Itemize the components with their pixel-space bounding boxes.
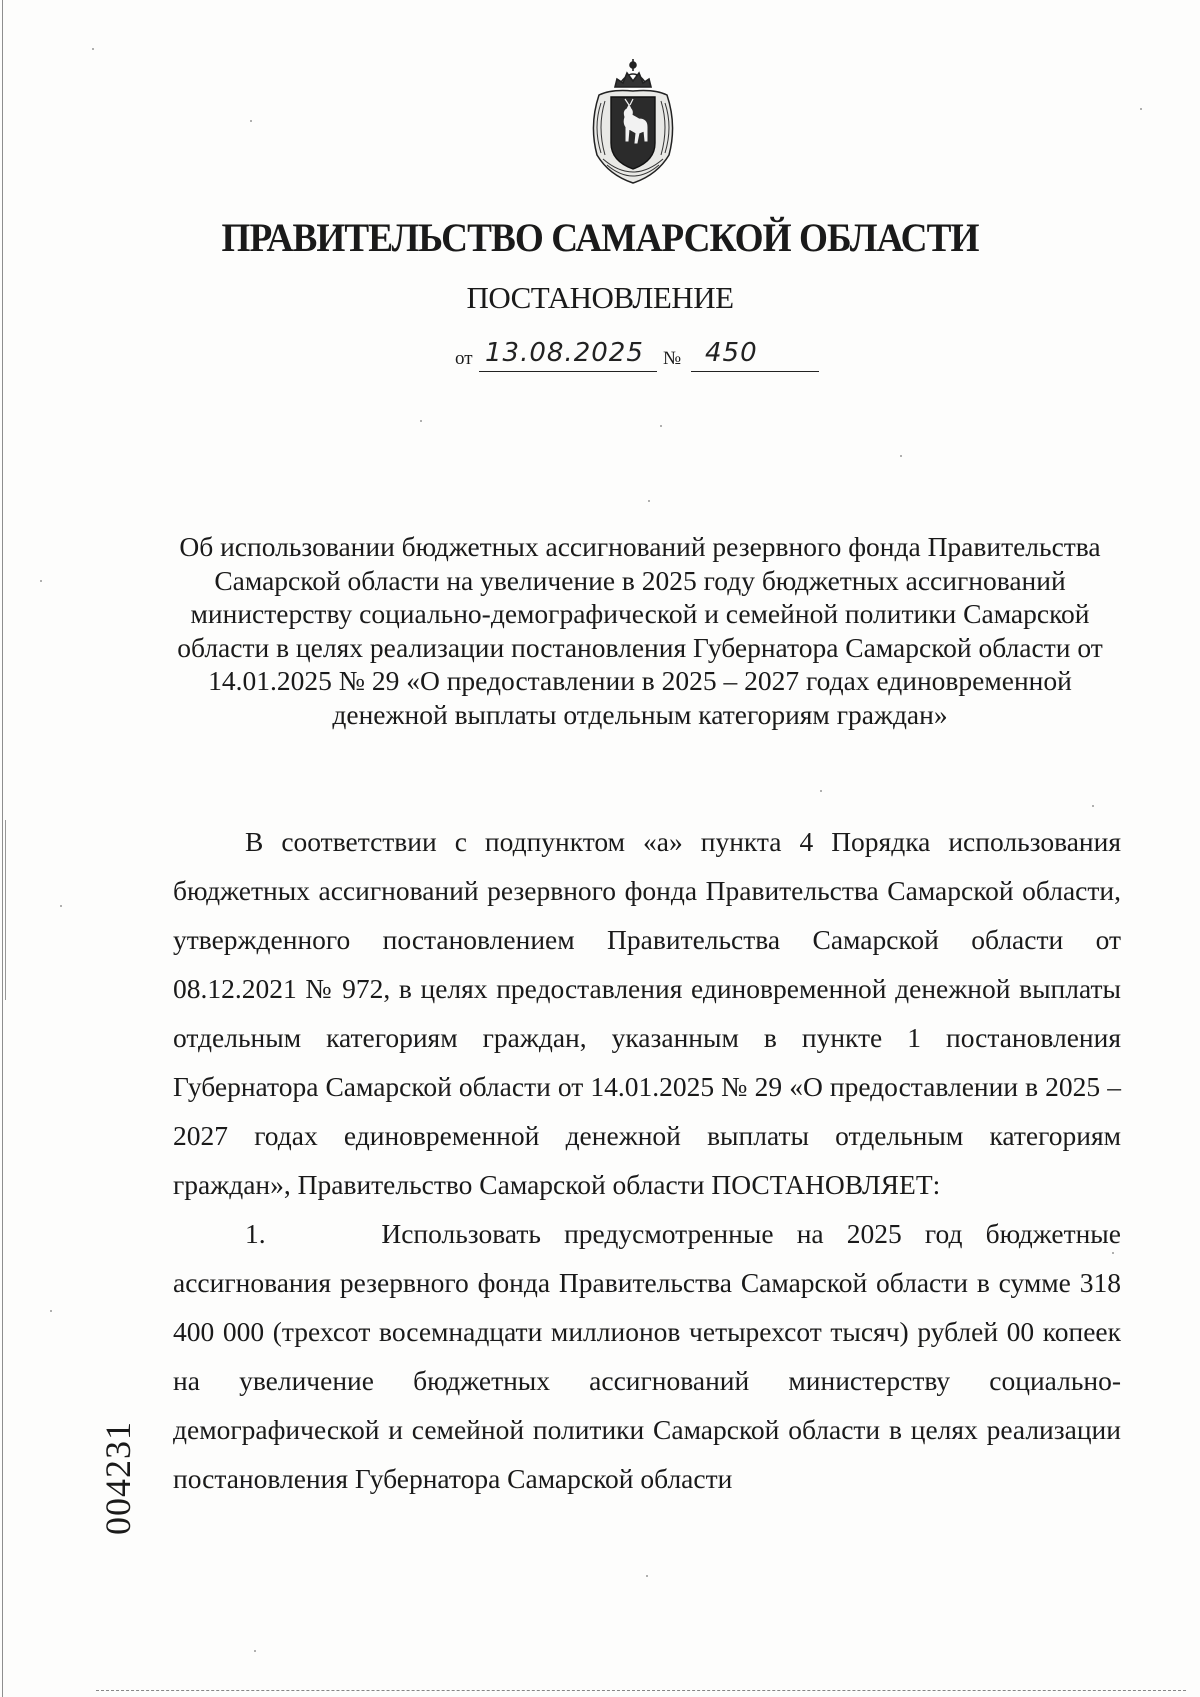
scan-speck — [646, 1575, 648, 1577]
scan-speck — [250, 120, 252, 122]
decree-body — [173, 817, 1121, 1503]
item-1-paragraph: 1. Использовать предусмотренные на 2025 год бюджетные ассигнования резервного фонда Правительства Самарской области в сумме 318 400 000 (трехсот восемнадцати миллионов четырехсот тысяч) рублей 00 копеек на увеличение бюджетных ассигнований министерству социально-демографической и семейной политики Самарской области в целях реализации постановления Губернатора Самарской области — [173, 1218, 1121, 1494]
decree-heading: Об использовании бюджетных ассигнований резервного фонда Правительства Самарской области на увеличение в 2025 году бюджетных ассигнований министерству социально-демографической и семейной политики Самарской области в целях реализации постановления Губернатора Самарской области от 14.01.2025 № 29 «О предоставлении в 2025 – 2027 годах единовременной денежной выплаты отдельным категориям граждан» — [177, 531, 1103, 730]
scan-edge-line-2 — [5, 820, 6, 1000]
scan-edge-line — [2, 0, 3, 1697]
bottom-scan-line — [96, 1690, 1186, 1691]
date-underline — [479, 371, 657, 372]
scan-speck — [40, 580, 42, 582]
scan-speck — [50, 1310, 52, 1312]
date-number-line — [455, 338, 845, 378]
scan-speck — [660, 425, 662, 427]
scan-speck — [420, 420, 422, 422]
decree-date: 13.08.2025 — [485, 338, 644, 368]
scan-speck — [60, 905, 62, 907]
government-title: ПРАВИТЕЛЬСТВО САМАРСКОЙ ОБЛАСТИ — [221, 215, 979, 260]
scan-speck — [1112, 1252, 1114, 1254]
scan-speck — [92, 48, 94, 50]
scan-speck — [820, 790, 822, 792]
number-prefix: № — [663, 348, 682, 369]
scan-speck — [1140, 108, 1142, 110]
scan-speck — [648, 500, 650, 502]
samara-coat-of-arms-icon — [585, 55, 681, 187]
scan-speck — [254, 1650, 256, 1652]
decree-number: 450 — [705, 338, 758, 368]
document-type: ПОСТАНОВЛЕНИЕ — [466, 280, 734, 315]
preamble-paragraph: В соответствии с подпунктом «а» пункта 4 Порядка использования бюджетных ассигнований резервного фонда Правительства Самарской области, утвержденного постановлением Правительства Самарской области от 08.12.2021 № 972, в целях предоставления единовременной денежной выплаты отдельным категориям граждан, указанным в пункте 1 постановления Губернатора Самарской области от 14.01.2025 № 29 «О предоставлении в 2025 – 2027 годах единовременной денежной выплаты отдельным категориям граждан», Правительство Самарской области ПОСТАНОВЛЯЕТ: — [173, 826, 1121, 1200]
scan-speck — [900, 455, 902, 457]
scan-speck — [1092, 805, 1094, 807]
date-prefix: от — [455, 348, 473, 369]
margin-stamp-number: 004231 — [98, 1421, 138, 1535]
number-underline — [691, 371, 819, 372]
